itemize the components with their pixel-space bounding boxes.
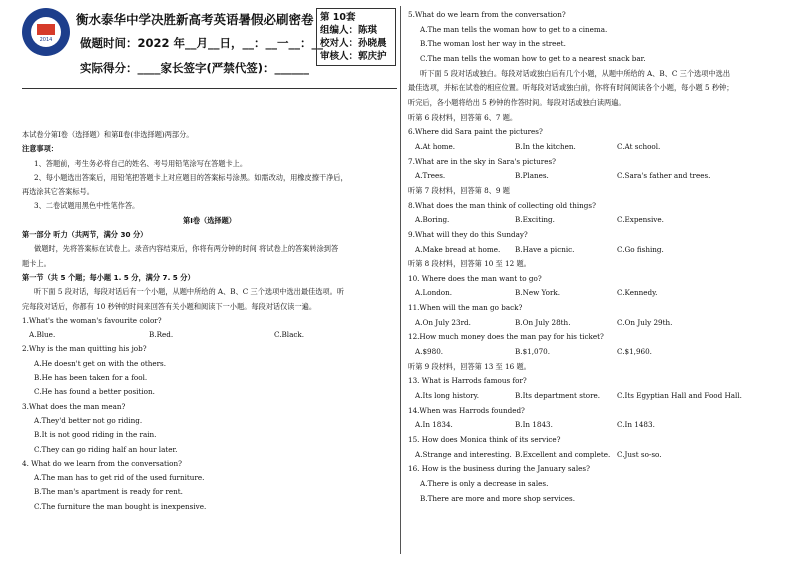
- options-row: [408, 448, 780, 463]
- sub1-desc-1: 听下面 5 段对话，每段对话后有一个小题，从题中所给的 A、B、C 三个选项中选出最佳选项。听: [34, 287, 345, 297]
- option: B.New York.: [515, 288, 561, 298]
- option: C.Expensive.: [617, 215, 664, 225]
- option: A.He doesn't get on with the others.: [34, 358, 167, 368]
- option: A.The man has to get rid of the used furniture.: [34, 473, 205, 483]
- option: A.Strange and interesting.: [415, 449, 512, 459]
- options-row: [408, 140, 780, 155]
- question: 7.What are in the sky in Sara's pictures?: [408, 156, 557, 166]
- option: B.Exciting.: [515, 215, 555, 225]
- right-question-list: [408, 111, 780, 507]
- question: 16. How is the business during the January sales?: [408, 464, 590, 474]
- logo-year: 2014: [39, 37, 53, 43]
- sub1-title: 第一节（共 5 个题；每小题 1. 5 分，满分 7. 5 分）: [22, 272, 195, 282]
- option: B.The man's apartment is ready for rent.: [34, 487, 183, 497]
- section1-desc-1: 做题时，先将答案标在试卷上。录音内容结束后，你将有两分钟的时间 将试卷上的答案转涂到答: [34, 244, 339, 254]
- option: A.They'd better not go riding.: [34, 415, 143, 425]
- section-label: 听第 6 段材料，回答第 6、7 题。: [408, 112, 518, 122]
- option: B.Planes.: [515, 171, 549, 181]
- option: C.Black.: [274, 330, 305, 340]
- right-column: [408, 8, 780, 506]
- option: B.In the kitchen.: [515, 141, 576, 151]
- option: B.$1,070.: [515, 347, 551, 357]
- question: 14.When was Harrods founded?: [408, 405, 525, 415]
- options-row: [408, 418, 780, 433]
- question-2: 2.Why is the man quitting his job?: [22, 344, 147, 354]
- q1-options: [22, 328, 397, 342]
- option: A.Trees.: [415, 171, 446, 181]
- options-row: [408, 316, 780, 331]
- sub2-desc-2: 最佳选项，并标在试卷的相应位置。听每段对话或独白前，你将有时间阅读各个小题，每小题 5 秒钟；: [408, 83, 734, 93]
- option: A.Blue.: [29, 330, 56, 340]
- notice-2: 2、每小题选出答案后，用铅笔把答题卡上对应题目的答案标号涂黑。如需改动，用橡皮擦干净后，: [34, 172, 348, 182]
- option: C.Its Egyptian Hall and Food Hall.: [617, 391, 742, 401]
- question-5: 5.What do we learn from the conversation?: [408, 10, 566, 19]
- options-row: [408, 213, 780, 228]
- option: A.$980.: [415, 347, 444, 357]
- option: C.$1,960.: [617, 347, 652, 357]
- question: 10. Where does the man want to go?: [408, 273, 542, 283]
- option: A.Make bread at home.: [415, 244, 501, 254]
- option: C.Just so-so.: [617, 449, 662, 459]
- option: A.London.: [415, 288, 453, 298]
- option: A.At home.: [415, 141, 456, 151]
- set-number: 第 10套: [320, 12, 356, 23]
- section-label: 听第 9 段材料，回答第 13 至 16 题。: [408, 361, 531, 371]
- option: C.Sara's father and trees.: [617, 171, 711, 181]
- section1-title: 第一部分 听力（共两节，满分 30 分）: [22, 230, 148, 240]
- reviewer: 审核人：郭庆护: [320, 51, 387, 62]
- column-divider: [400, 6, 401, 554]
- option: C.Go fishing.: [617, 244, 664, 254]
- score-line: 实际得分：____家长签字(严禁代签)：______: [80, 61, 310, 75]
- intro: 本试卷分第Ⅰ卷（选择题）和第Ⅱ卷(非选择题)两部分。: [22, 130, 194, 139]
- question: 12.How much money does the man pay for his ticket?: [408, 332, 604, 342]
- section-label: 听第 7 段材料，回答第 8、9 题: [408, 185, 510, 195]
- notice-1: 1、答题前，考生务必将自己的姓名、考号用铅笔涂写在答题卡上。: [34, 158, 248, 168]
- option: A.Its long history.: [415, 391, 479, 401]
- option: B.In 1843.: [515, 420, 553, 430]
- section1-desc-2: 题卡上。: [22, 258, 51, 268]
- option: B.On July 28th.: [515, 317, 571, 327]
- question: 13. What is Harrods famous for?: [408, 376, 527, 386]
- option: A.There is only a decrease in sales.: [420, 479, 549, 488]
- question: 9.What will they do this Sunday?: [408, 229, 528, 239]
- option: C.In 1483.: [617, 420, 655, 430]
- option: A.In 1834.: [415, 420, 453, 430]
- option: C.The furniture the man bought is inexpensive.: [34, 501, 207, 511]
- info-box: [316, 8, 396, 66]
- option: A.Boring.: [415, 215, 450, 225]
- question-4: 4. What do we learn from the conversation?: [22, 458, 182, 468]
- notice-3: 3、二卷试题用黑色中性笔作答。: [34, 201, 140, 211]
- question-1: 1.What's the woman's favourite color?: [22, 315, 162, 325]
- options-row: [408, 389, 780, 404]
- notice-2b: 再选涂其它答案标号。: [22, 187, 94, 197]
- question: 15. How does Monica think of its service?: [408, 435, 561, 445]
- options-row: [408, 286, 780, 301]
- option: C.The man tells the woman how to get to a nearest snack bar.: [420, 53, 646, 63]
- options-row: [408, 169, 780, 184]
- option: B.The woman lost her way in the street.: [420, 39, 566, 49]
- options-row: [408, 345, 780, 360]
- left-body: [22, 128, 397, 514]
- sub2-desc-3: 听完后，各小题将给出 5 秒钟的作答时间。每段对话或独白读两遍。: [408, 97, 626, 107]
- editor: 组编人：陈琪: [320, 25, 378, 36]
- option: C.At school.: [617, 141, 661, 151]
- option: B.It is not good riding in the rain.: [34, 430, 157, 440]
- option: B.There are more and more shop services.: [420, 493, 576, 503]
- option: A.On July 23rd.: [415, 317, 471, 327]
- option: C.He has found a better position.: [34, 387, 155, 397]
- book-icon: [37, 24, 55, 35]
- option: B.Its department store.: [515, 391, 601, 401]
- time-line: 做题时间：2022 年__月__日，__：__一__：__: [80, 36, 324, 50]
- part1-title: 第Ⅰ卷（选择题）: [183, 215, 236, 225]
- option: C.They can go riding half an hour later.: [34, 444, 178, 454]
- header-divider: [22, 88, 397, 89]
- option: C.Kennedy.: [617, 288, 658, 298]
- options-row: [408, 243, 780, 258]
- school-logo: [22, 8, 70, 56]
- sub2-desc-1: 听下面 5 段对话或独白。每段对话或独白后有几个小题，从题中所给的 A、B、C 三个选项中选出: [420, 68, 731, 78]
- section-label: 听第 8 段材料，回答第 10 至 12 题。: [408, 259, 531, 269]
- option: A.The man tells the woman how to get to a cinema.: [420, 24, 608, 34]
- question: 11.When will the man go back?: [408, 303, 523, 313]
- sub1-desc-2: 完每段对话后，你都有 10 秒钟的时间来回答有关小题和阅读下一小题。每段对话仅读一遍。: [22, 301, 317, 311]
- notice-title: 注意事项：: [22, 144, 58, 154]
- option: B.He has been taken for a fool.: [34, 373, 148, 383]
- proofreader: 校对人：孙晓晨: [320, 38, 387, 49]
- question: 6.Where did Sara paint the pictures?: [408, 127, 543, 137]
- question-3: 3.What does the man mean?: [22, 401, 126, 411]
- option: C.On July 29th.: [617, 317, 673, 327]
- option: B.Excellent and complete.: [515, 449, 611, 459]
- question: 8.What does the man think of collecting old things?: [408, 200, 596, 210]
- exam-title: 衡水泰华中学决胜新高考英语暑假必刷密卷: [76, 12, 314, 27]
- option: B.Have a picnic.: [515, 244, 575, 254]
- option: B.Red.: [149, 330, 174, 340]
